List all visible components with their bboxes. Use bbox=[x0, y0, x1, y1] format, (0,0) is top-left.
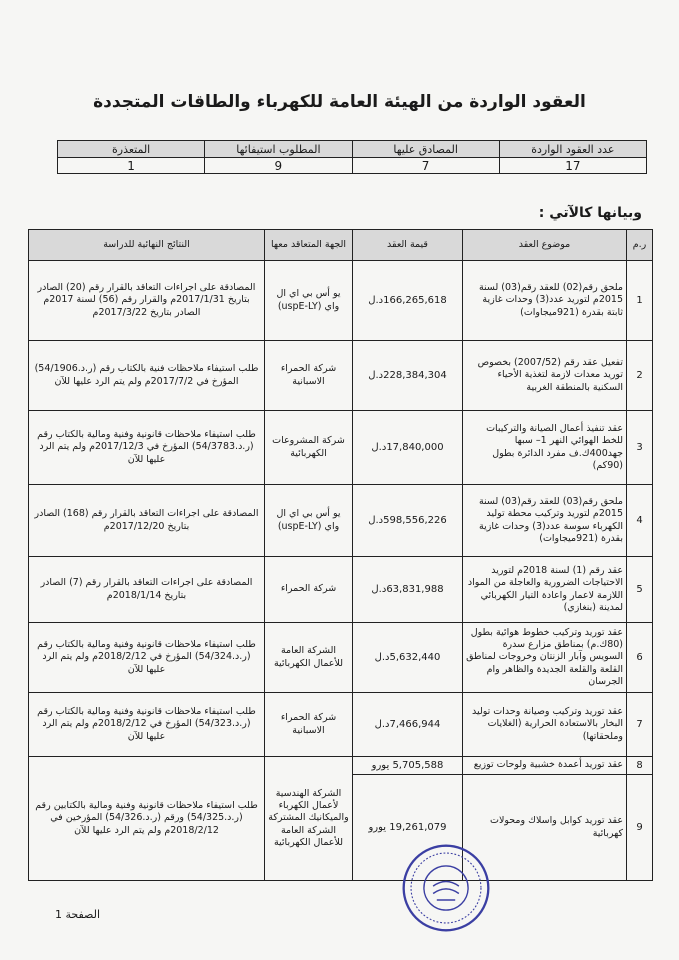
table-row bbox=[29, 757, 653, 775]
summary-header: المطلوب استيفائها bbox=[205, 141, 352, 158]
contracting-party: الشركة الهندسية لأعمال الكهرباء والميكانيك المشتركة الشركة العامة للأعمال الكهربائية bbox=[265, 757, 353, 881]
contract-subject: عقد توريد كوابل واسلاك ومحولات كهربائية bbox=[463, 775, 627, 881]
column-header: قيمة العقد bbox=[353, 230, 463, 261]
column-header: الجهة المتعاقد معها bbox=[265, 230, 353, 261]
summary-header: المصادق عليها bbox=[352, 141, 499, 158]
contract-subject: عقد توريد أعمدة خشبية ولوحات توزيع bbox=[463, 757, 627, 775]
contracting-party: يو أس بي اي ال واي (uspE-LY) bbox=[265, 261, 353, 341]
table-row bbox=[29, 557, 653, 623]
contracting-party: الشركة العامة للأعمال الكهربائية bbox=[265, 623, 353, 693]
summary-header: المتعذرة bbox=[58, 141, 205, 158]
contract-subject: عقد تنفيذ أعمال الصيانة والتركيبات للخط الهوائي النهر 1– سبها جهد400ك.ف مفرد الدائرة بطول (90كم) bbox=[463, 411, 627, 485]
summary-value: 17 bbox=[499, 158, 646, 174]
table-row bbox=[29, 261, 653, 341]
contract-value: 598,556,226د.ل bbox=[353, 485, 463, 557]
stamp-scribble bbox=[433, 882, 459, 900]
page-title: العقود الواردة من الهيئة العامة للكهرباء والطاقات المتجددة bbox=[93, 92, 586, 112]
row-number: 6 bbox=[627, 623, 653, 693]
contracting-party: يو أس بي اي ال واي (uspE-LY) bbox=[265, 485, 353, 557]
contract-subject: تفعيل عقد رقم (2007/52) بخصوص توريد معدات لازمة لتغذية الأحياء السكنية بالمنطقة الغربية bbox=[463, 341, 627, 411]
contract-value: 63,831,988د.ل bbox=[353, 557, 463, 623]
contract-value: 166,265,618د.ل bbox=[353, 261, 463, 341]
study-result: طلب استيفاء ملاحظات قانونية وفنية ومالية بالكتاب رقم (ر.د.54/3783) المؤرخ في 2017/12/3م ولم يتم الرد عليها للآن bbox=[29, 411, 265, 485]
contracting-party: شركة الحمراء bbox=[265, 557, 353, 623]
table-row bbox=[29, 623, 653, 693]
summary-value: 1 bbox=[58, 158, 205, 174]
contracting-party: شركة الحمراء الاسبانية bbox=[265, 693, 353, 757]
page-number: الصفحة 1 bbox=[55, 908, 101, 921]
summary-table bbox=[57, 140, 647, 174]
column-header: النتائج النهائية للدراسة bbox=[29, 230, 265, 261]
contract-value: 17,840,000د.ل bbox=[353, 411, 463, 485]
table-row bbox=[29, 485, 653, 557]
table-row bbox=[29, 341, 653, 411]
row-number: 5 bbox=[627, 557, 653, 623]
summary-value: 9 bbox=[205, 158, 352, 174]
row-number: 9 bbox=[627, 775, 653, 881]
row-number: 8 bbox=[627, 757, 653, 775]
summary-header: عدد العقود الواردة bbox=[499, 141, 646, 158]
table-row bbox=[29, 693, 653, 757]
contract-subject: ملحق رقم(02) للعقد رقم(03) لسنة 2015م لتوريد عدد(3) وحدات غازية ثابتة بقدرة (921ميجاوات) bbox=[463, 261, 627, 341]
column-header: ر.م bbox=[627, 230, 653, 261]
study-result: المصادقة على اجراءات التعاقد بالقرار رقم (7) الصادر بتاريخ 2018/1/14م bbox=[29, 557, 265, 623]
contract-value: 7,466,944د.ل bbox=[353, 693, 463, 757]
contract-value: 5,705,588 يورو bbox=[353, 757, 463, 775]
contract-subject: ملحق رقم(03) للعقد رقم(03) لسنة 2015م لتوريد وتركيب محطة توليد الكهرباء سوسة عدد(3) وحدات غازية بقدرة (921ميجاوات) bbox=[463, 485, 627, 557]
study-result: طلب استيفاء ملاحظات قانونية وفنية ومالية بالكتاب رقم (ر.د.54/323) المؤرخ في 2018/2/12م ولم يتم الرد عليها للآن bbox=[29, 693, 265, 757]
contract-value: 228,384,304د.ل bbox=[353, 341, 463, 411]
details-heading: وبيانها كالآتي : bbox=[538, 205, 642, 221]
contracting-party: شركة الحمراء الاسبانية bbox=[265, 341, 353, 411]
study-result: المصادقة على اجراءات التعاقد بالقرار رقم (168) الصادر بتاريخ 2017/12/20م bbox=[29, 485, 265, 557]
study-result: طلب استيفاء ملاحظات فنية بالكتاب رقم (ر.د.54/1906) المؤرخ في 2017/7/2م ولم يتم الرد عليها للآن bbox=[29, 341, 265, 411]
contracting-party: شركة المشروعات الكهربائية bbox=[265, 411, 353, 485]
contract-subject: عقد توريد وتركيب وصيانة وحدات توليد البخار بالاستعادة الحرارية (الغلايات وملحقاتها) bbox=[463, 693, 627, 757]
row-number: 1 bbox=[627, 261, 653, 341]
row-number: 2 bbox=[627, 341, 653, 411]
study-result: المصادقة على اجراءات التعاقد بالقرار رقم (20) الصادر بتاريخ 2017/1/31م والقرار رقم (56) لسنة 2017م الصادر بتاريخ 2017/3/22م bbox=[29, 261, 265, 341]
row-number: 7 bbox=[627, 693, 653, 757]
study-result: طلب استيفاء ملاحظات قانونية وفنية ومالية بالكتاب رقم (ر.د.54/324) المؤرخ في 2018/2/12م ولم يتم الرد عليها للآن bbox=[29, 623, 265, 693]
table-row bbox=[29, 411, 653, 485]
row-number: 4 bbox=[627, 485, 653, 557]
contract-subject: عقد توريد وتركيب خطوط هوائية بطول (80ك.م) بمناطق مزارع سدرة السويس وآبار الزنتان وخروجات لمناطق القلعة والقلعة الجديدة والظاهر وام الجرسان bbox=[463, 623, 627, 693]
contract-value: 19,261,079 يورو bbox=[353, 775, 463, 881]
row-number: 3 bbox=[627, 411, 653, 485]
contract-value: 5,632,440د.ل bbox=[353, 623, 463, 693]
summary-value: 7 bbox=[352, 158, 499, 174]
contracts-table bbox=[28, 229, 653, 881]
study-result: طلب استيفاء ملاحظات قانونية وفنية ومالية بالكتابين رقم (ر.د.54/325) ورقم (ر.د.54/326) المؤرخين في 2018/2/12م ولم يتم الرد عليها للآن bbox=[29, 757, 265, 881]
column-header: موضوع العقد bbox=[463, 230, 627, 261]
contract-subject: عقد رقم (1) لسنة 2018م لتوريد الاحتياجات الضرورية والعاجلة من المواد اللازمة لاعمار واعادة التيار الكهربائي لمدينة (بنغازي) bbox=[463, 557, 627, 623]
